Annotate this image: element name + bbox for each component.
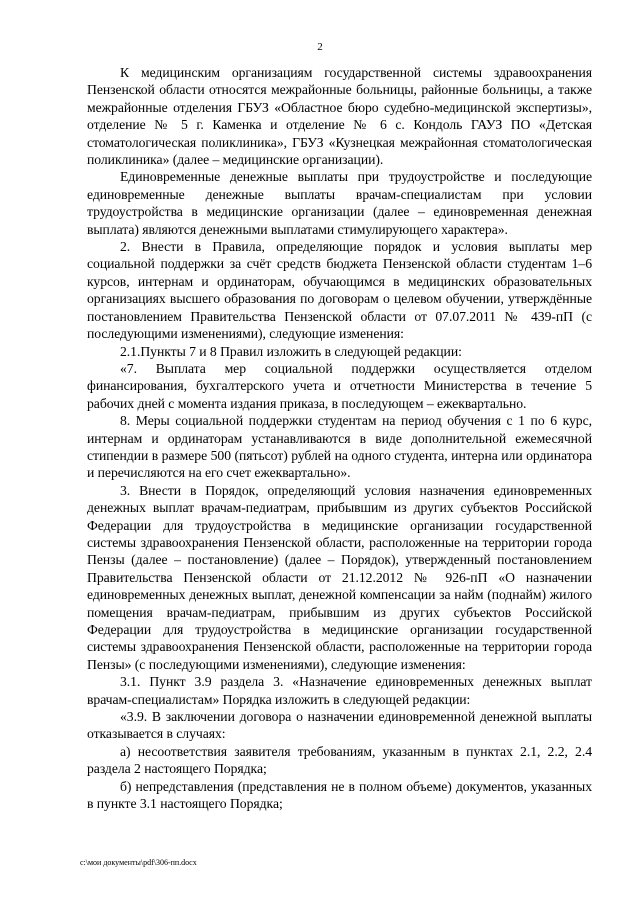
- paragraph-amend-procedure: 3. Внести в Порядок, определяющий условия назначения единовременных денежных выплат врачам-педиатрам, прибывшим из других субъектов Российской Федерации для трудоустройства в медицинские организации государственной системы здравоохранения Пензенской области, расположенные на территории города Пензы (далее – постановление) (далее – Порядок), утвержденный постановлением Правительства Пензенской области от 21.12.2012 № 926-пП «О назначении единовременных денежных выплат, денежной компенсации за найм (поднайм) жилого помещения врачам-педиатрам, прибывшим из других субъектов Российской Федерации для трудоустройства в медицинские организации государственной системы здравоохранения Пензенской области, расположенные на территории города Пензы» (с последующими изменениями), следующие изменения:: [87, 482, 592, 672]
- document-body: [87, 64, 592, 812]
- paragraph-subitem-b: б) непредставления (представления не в полном объеме) документов, указанных в пункте 3.1 настоящего Порядка;: [87, 778, 592, 812]
- paragraph-medical-organizations: К медицинским организациям государственной системы здравоохранения Пензенской области относятся межрайонные больницы, районные больницы, а также межрайонные отделения ГБУЗ «Областное бюро судебно-медицинской экспертизы», отделение № 5 г. Каменка и отделение № 6 с. Кондоль ГАУЗ ПО «Детская стоматологическая поликлиника», ГБУЗ «Кузнецкая межрайонная стоматологическая поликлиника» (далее – медицинские организации).: [87, 65, 592, 168]
- paragraph-item-2-1: 2.1.Пункты 7 и 8 Правил изложить в следующей редакции:: [120, 343, 462, 359]
- paragraph-point-8: 8. Меры социальной поддержки студентам на период обучения с 1 по 6 курс, интернам и ординаторам устанавливаются в виде дополнительной ежемесячной стипендии в размере 500 (пятьсот) рублей на одного студента, интерна или ординатора и перечисляются на его счет ежеквартально».: [87, 413, 592, 481]
- paragraph-point-7: «7. Выплата мер социальной поддержки осуществляется отделом финансирования, бухгалтерского учета и отчетности Министерства в течение 5 рабочих дней с момента издания приказа, в последующем – ежеквартально.: [87, 360, 592, 411]
- paragraph-point-3-9: «3.9. В заключении договора о назначении единовременной денежной выплаты отказывается в случаях:: [87, 709, 592, 742]
- page-number: 2: [317, 41, 323, 53]
- paragraph-payments-nature: Единовременные денежные выплаты при трудоустройстве и последующие единовременные денежные выплаты врачам-специалистам при условии трудоустройства в медицинские организации (далее – единовременная денежная выплата) являются денежными выплатами стимулирующего характера».: [87, 169, 592, 237]
- footer-file-path: c:\мои документы\pdf\306-пп.docx: [80, 858, 197, 867]
- paragraph-subitem-a: а) несоответствия заявителя требованиям, указанным в пунктах 2.1, 2.2, 2.4 раздела 2 настоящего Порядка;: [87, 743, 592, 777]
- paragraph-item-3-1: 3.1. Пункт 3.9 раздела 3. «Назначение единовременных денежных выплат врачам-специалистам» Порядка изложить в следующей редакции:: [87, 674, 592, 707]
- paragraph-amend-rules: 2. Внести в Правила, определяющие порядок и условия выплаты мер социальной поддержки за счёт средств бюджета Пензенской области студентам 1–6 курсов, интернам и ординаторам, обучающимся в медицинских образовательных организациях высшего образования по договорам о целевом обучении, утверждённые постановлением Правительства Пензенской области от 07.07.2011 № 439-пП (с последующими изменениями), следующие изменения:: [87, 239, 592, 342]
